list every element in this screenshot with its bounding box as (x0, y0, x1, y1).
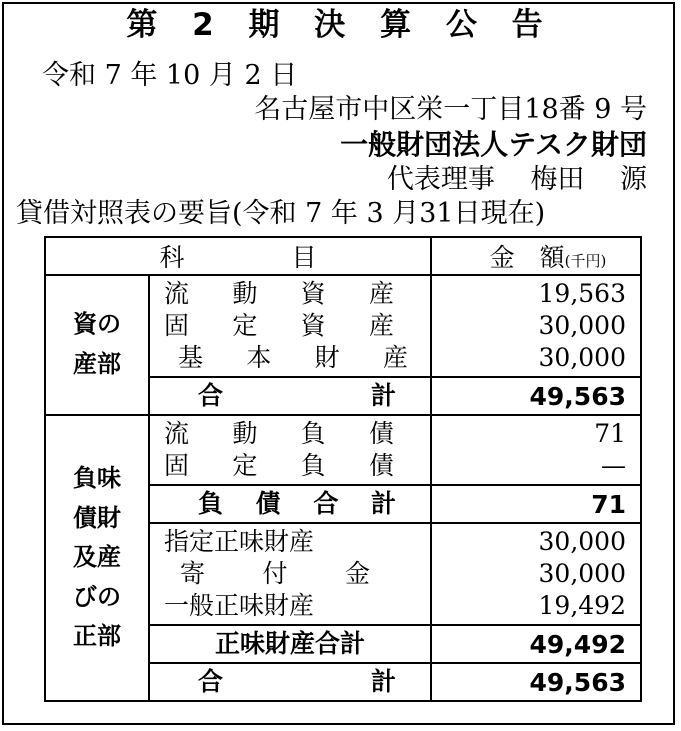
net-total-label (149, 625, 431, 663)
label-char: 正味財産合計 (214, 629, 365, 658)
amount-header (431, 237, 641, 275)
section-line: 負味 (73, 464, 121, 493)
assets-labels (149, 275, 431, 377)
label-char: 債 (368, 419, 394, 448)
row-value: 19,563 (538, 279, 626, 308)
label-char: 産 (368, 311, 394, 340)
balance-sheet-title: 貸借対照表の要旨(令和 7 年 3 月31日現在) (16, 198, 546, 229)
assets-block (45, 275, 641, 377)
liab-values (431, 415, 641, 485)
label-char: 基 (178, 343, 204, 372)
row-label (150, 628, 430, 660)
assets-values (431, 275, 641, 377)
label-char: 負 (300, 451, 326, 480)
label-char: 計 (370, 667, 396, 696)
grand-total-label (149, 663, 431, 701)
label-char: 本 (246, 343, 272, 372)
label-char: 債 (255, 489, 281, 518)
row-label (150, 666, 430, 698)
label-char: 動 (232, 419, 258, 448)
subject-header-b: 目 (291, 243, 317, 272)
label-char: 産 (368, 279, 394, 308)
grand-total-value: 49,563 (431, 663, 641, 701)
assets-total-label (149, 377, 431, 415)
company-address: 名古屋市中区栄一丁目18番 9 号 (254, 94, 647, 125)
label-char: 流 (164, 279, 190, 308)
amount-header-label: 金 額 (489, 243, 565, 272)
assets-total-value: 49,563 (431, 377, 641, 415)
section-line: 及産 (73, 543, 121, 572)
row-label (150, 380, 430, 412)
label-char: 金 (344, 559, 370, 588)
label-char: 財 (314, 343, 340, 372)
row-label (150, 450, 430, 482)
label-char: 寄 (180, 559, 206, 588)
row-value: 19,492 (538, 591, 626, 620)
assets-section-label (45, 275, 149, 415)
label-char: 一般正味財産 (164, 591, 315, 620)
row-value: 30,000 (538, 343, 626, 372)
row-label (150, 558, 430, 590)
table-header-row (45, 237, 641, 275)
net-labels (149, 523, 431, 625)
row-label (150, 526, 430, 558)
net-total-value: 49,492 (431, 625, 641, 663)
section-line: 債財 (73, 503, 121, 532)
row-value: 71 (594, 419, 626, 448)
label-char: 合 (313, 489, 339, 518)
label-char: 計 (370, 489, 396, 518)
row-label (150, 418, 430, 450)
row-label (150, 342, 430, 374)
section-line: 正部 (73, 622, 121, 651)
notice-date: 令和 7 年 10 月 2 日 (42, 60, 298, 91)
notice-title: 第 2 期 決 算 公 告 (126, 7, 555, 43)
liab-section-label (45, 415, 149, 701)
section-line: びの (73, 582, 121, 611)
label-char: 資 (300, 311, 326, 340)
net-values (431, 523, 641, 625)
label-char: 債 (368, 451, 394, 480)
row-label (150, 590, 430, 622)
label-char: 固 (164, 451, 190, 480)
label-char: 定 (232, 451, 258, 480)
label-char: 合 (198, 667, 224, 696)
liab-labels (149, 415, 431, 485)
label-char: 合 (198, 381, 224, 410)
label-char: 負 (198, 489, 224, 518)
section-line: 産部 (73, 350, 121, 378)
row-value: 30,000 (538, 311, 626, 340)
row-value: 30,000 (538, 559, 626, 588)
label-char: 指定正味財産 (164, 527, 315, 556)
row-value: 30,000 (538, 527, 626, 556)
liab-block (45, 415, 641, 485)
company-name: 一般財団法人テスク財団 (340, 128, 647, 161)
label-char: 定 (232, 311, 258, 340)
section-line: 資の (73, 310, 121, 339)
label-char: 動 (232, 279, 258, 308)
balance-sheet-table (44, 236, 642, 702)
row-label (150, 278, 430, 310)
subject-header-a: 科 (159, 243, 185, 272)
label-char: 流 (164, 419, 190, 448)
label-char: 産 (382, 343, 408, 372)
label-char: 計 (370, 381, 396, 410)
liab-total-value: 71 (431, 485, 641, 523)
label-char: 付 (262, 559, 288, 588)
row-value: — (601, 451, 626, 480)
representative: 代表理事 梅田 源 (386, 164, 647, 195)
row-label (150, 310, 430, 342)
label-char: 負 (300, 419, 326, 448)
label-char: 固 (164, 311, 190, 340)
label-char: 資 (300, 279, 326, 308)
unit-label: (千円) (564, 252, 607, 270)
subject-header (45, 237, 431, 275)
liab-total-label (149, 485, 431, 523)
row-label (150, 488, 430, 520)
